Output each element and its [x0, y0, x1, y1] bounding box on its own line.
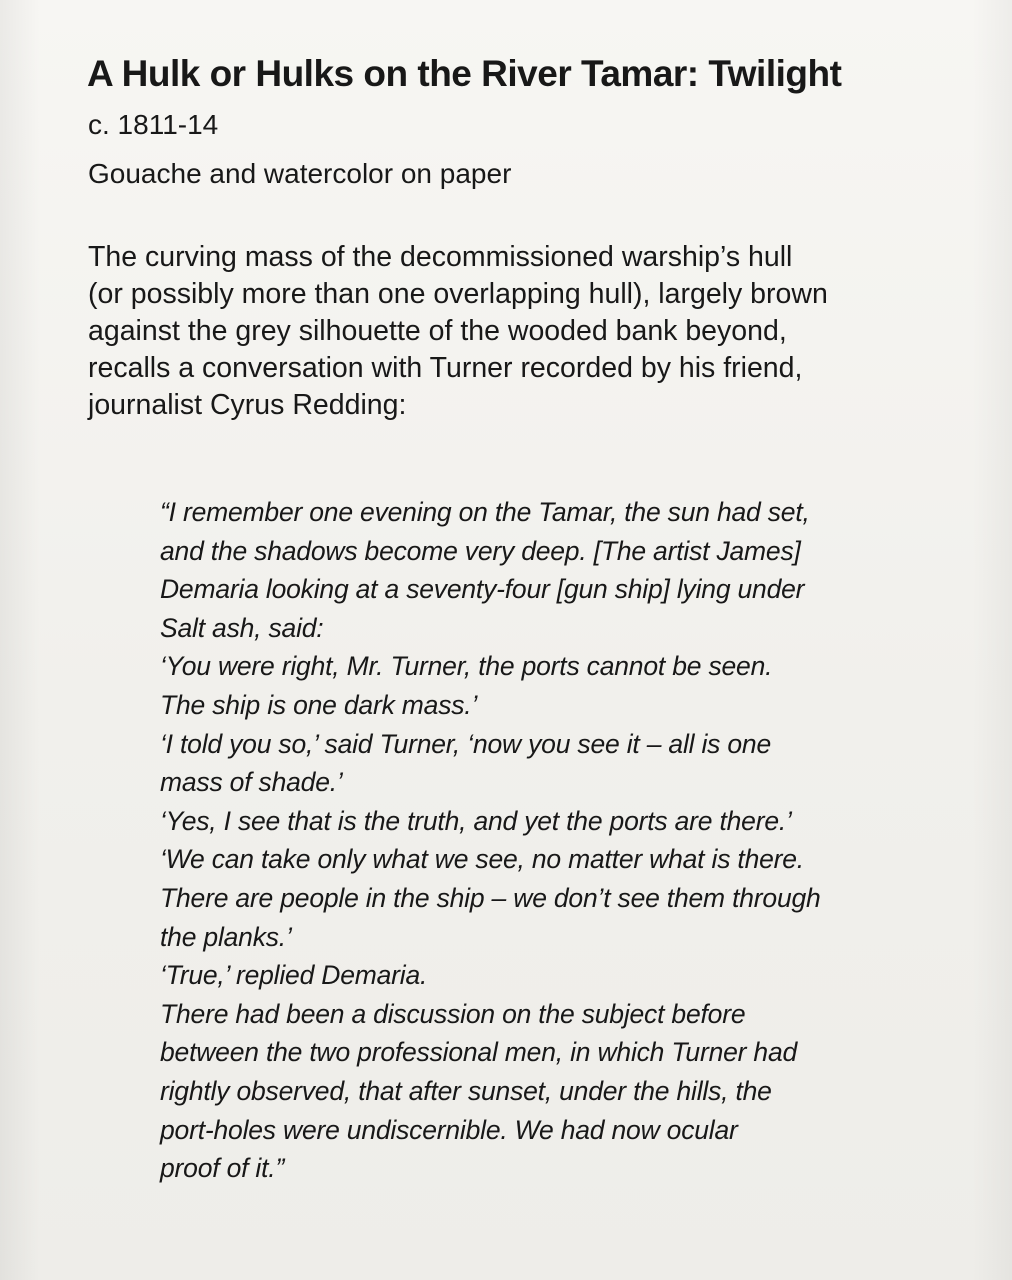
quote-line: proof of it.”	[160, 1153, 285, 1184]
quote-line: ‘Yes, I see that is the truth, and yet the ports are there.’	[160, 805, 792, 836]
description-line: (or possibly more than one overlapping hull), largely brown	[88, 278, 828, 310]
quote-line: mass of shade.’	[160, 767, 343, 798]
quote-line: Salt ash, said:	[160, 612, 324, 643]
quote-line: The ship is one dark mass.’	[160, 689, 478, 720]
description-line: The curving mass of the decommissioned warship’s hull	[88, 241, 793, 273]
quote-line: the planks.’	[160, 921, 292, 952]
artwork-title: A Hulk or Hulks on the River Tamar: Twilight	[87, 53, 842, 94]
shadow-left-edge	[0, 0, 40, 1280]
artwork-description	[88, 239, 968, 424]
quote-line: “I remember one evening on the Tamar, the sun had set,	[160, 497, 810, 527]
quote-line: ‘I told you so,’ said Turner, ‘now you see it – all is one	[160, 728, 771, 759]
artwork-medium: Gouache and watercolor on paper	[88, 158, 512, 189]
quote-line: and the shadows become very deep. [The artist James]	[160, 535, 801, 566]
shadow-right-edge	[972, 0, 1012, 1280]
quote-line: between the two professional men, in which Turner had	[160, 1037, 798, 1068]
description-line: against the grey silhouette of the wooded bank beyond,	[88, 315, 787, 347]
quote-line: ‘We can take only what we see, no matter what is there.	[160, 844, 804, 875]
description-line: journalist Cyrus Redding:	[88, 389, 407, 421]
quote-line: port-holes were undiscernible. We had now ocular	[160, 1114, 738, 1145]
description-line: recalls a conversation with Turner recorded by his friend,	[88, 352, 803, 384]
quote-line: rightly observed, that after sunset, under the hills, the	[160, 1075, 772, 1106]
redding-quote	[160, 493, 960, 1188]
quote-line: ‘You were right, Mr. Turner, the ports cannot be seen.	[160, 651, 773, 682]
quote-line: Demaria looking at a seventy-four [gun ship] lying under	[160, 574, 805, 605]
quote-line: There are people in the ship – we don’t see them through	[160, 882, 821, 913]
quote-line: There had been a discussion on the subject before	[160, 998, 746, 1029]
quote-line: ‘True,’ replied Demaria.	[160, 960, 428, 991]
artwork-date: c. 1811-14	[88, 109, 219, 140]
